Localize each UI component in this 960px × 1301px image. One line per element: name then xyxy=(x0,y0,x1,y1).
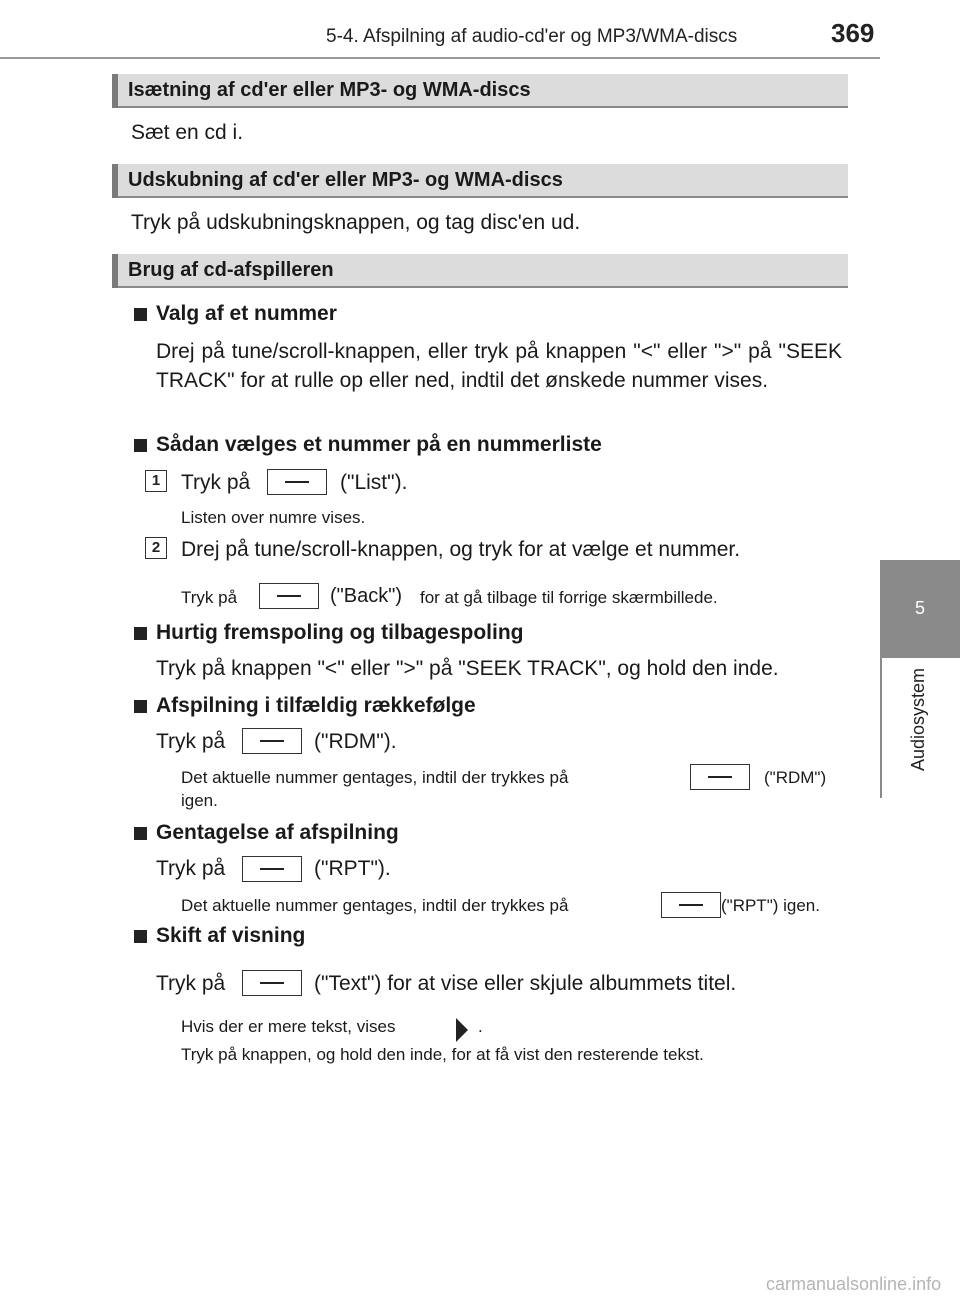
note-text-pre: Det aktuelle nummer gentages, indtil der trykkes på xyxy=(181,768,569,787)
note-text-post: ("RPT") igen. xyxy=(721,896,820,915)
section-header-insert xyxy=(112,74,848,108)
note-text-post: ("RDM") xyxy=(764,768,827,787)
note-text-line2: igen. xyxy=(181,791,218,810)
topic-text-post: ("RPT"). xyxy=(314,857,391,880)
step-text-pre: Tryk på xyxy=(181,471,251,494)
back-note-post: for at gå tilbage til forrige skærmbillede. xyxy=(420,588,718,607)
topic-text-post: ("RDM"). xyxy=(314,730,397,753)
section-title: Brug af cd-afspilleren xyxy=(128,259,334,281)
bullet-square-icon xyxy=(134,308,147,321)
bullet-square-icon xyxy=(134,439,147,452)
step-number-2: 2 xyxy=(145,537,167,559)
topic-text-pre: Tryk på xyxy=(156,857,226,880)
rdm-button-icon xyxy=(242,728,302,754)
page-number: 369 xyxy=(831,18,875,48)
note-text-post: . xyxy=(478,1017,483,1036)
topic-heading: Valg af et nummer xyxy=(156,302,337,325)
step-number-1: 1 xyxy=(145,470,167,492)
rpt-button-icon xyxy=(242,856,302,882)
section-title: Isætning af cd'er eller MP3- og WMA-discs xyxy=(128,79,531,101)
list-button-icon xyxy=(267,469,327,495)
section-body: Sæt en cd i. xyxy=(131,121,244,144)
text-button-icon xyxy=(242,970,302,996)
topic-text-post: ("Text") for at vise eller skjule albummets titel. xyxy=(314,972,737,995)
chapter-section-title: 5-4. Afspilning af audio-cd'er og MP3/WMA-discs xyxy=(326,26,738,47)
topic-text-pre: Tryk på xyxy=(156,730,226,753)
back-button-icon xyxy=(259,583,319,609)
header-divider xyxy=(0,57,880,59)
chapter-tab-line xyxy=(880,658,882,798)
step-note: Listen over numre vises. xyxy=(181,508,366,527)
watermark: carmanualsonline.info xyxy=(766,1274,942,1294)
back-label: ("Back") xyxy=(330,585,402,607)
step-text: Drej på tune/scroll-knappen, og tryk for at vælge et nummer. xyxy=(181,538,741,561)
topic-heading: Hurtig fremspoling og tilbagespoling xyxy=(156,621,524,644)
more-text-arrow-icon xyxy=(456,1018,468,1042)
bullet-square-icon xyxy=(134,930,147,943)
note-text-pre: Hvis der er mere tekst, vises xyxy=(181,1017,396,1036)
bullet-square-icon xyxy=(134,827,147,840)
step-text-post: ("List"). xyxy=(340,471,408,494)
back-note-pre: Tryk på xyxy=(181,588,238,607)
topic-heading: Gentagelse af afspilning xyxy=(156,821,399,844)
topic-heading: Afspilning i tilfældig rækkefølge xyxy=(156,694,476,717)
bullet-square-icon xyxy=(134,700,147,713)
chapter-number: 5 xyxy=(914,598,925,618)
section-header-cd-player xyxy=(112,254,848,288)
section-body: Tryk på udskubningsknappen, og tag disc'en ud. xyxy=(131,211,581,234)
section-title: Udskubning af cd'er eller MP3- og WMA-discs xyxy=(128,169,563,191)
note-text: Tryk på knappen, og hold den inde, for at få vist den resterende tekst. xyxy=(181,1045,704,1064)
topic-heading: Skift af visning xyxy=(156,924,306,947)
topic-text: Tryk på knappen "<" eller ">" på "SEEK TRACK", og hold den inde. xyxy=(156,657,779,680)
rdm-button-icon xyxy=(690,764,750,790)
topic-text-pre: Tryk på xyxy=(156,972,226,995)
chapter-side-tab xyxy=(880,0,960,1301)
note-text-pre: Det aktuelle nummer gentages, indtil der trykkes på xyxy=(181,896,569,915)
chapter-label: Audiosystem xyxy=(908,668,928,772)
rpt-button-icon xyxy=(661,892,721,918)
topic-text: Drej på tune/scroll-knappen, eller tryk på knappen "<" eller ">" på "SEEK TRACK" for at rulle op eller ned, indtil det ønskede nummer vises. xyxy=(156,340,842,392)
section-header-eject xyxy=(112,164,848,198)
topic-heading: Sådan vælges et nummer på en nummerliste xyxy=(156,433,602,456)
bullet-square-icon xyxy=(134,627,147,640)
